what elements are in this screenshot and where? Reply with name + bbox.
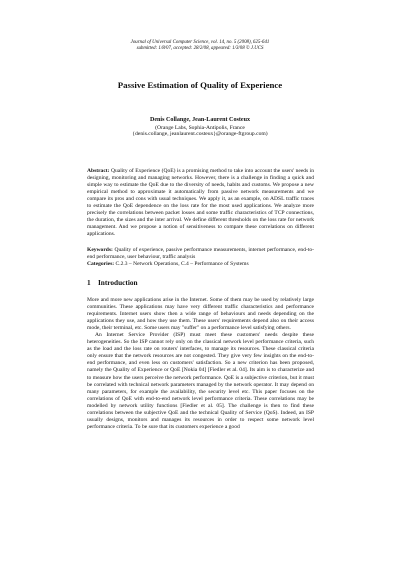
keywords-block — [87, 247, 314, 268]
author-affiliation — [0, 125, 400, 138]
intro-paragraph-2: An Internet Service Provider (ISP) must meet these customers' needs despite these heterogeneities. So the ISP cannot rely only on the classical network level performance criteria, such as the load and the loss rate on routers' interfaces, to manage its resources. These classical criteria only ensure that the network resources are not congested. They give very few insights on the end-to-end performance, and even less on customers' satisfaction. So a new criterion has been proposed, namely the Quality of Experience or QoE [Nokia 04] [Fiedler et al. 04]. Its aim is to characterize and to measure how the users perceive the network performance. QoE is a subjective criterion, but it must be correlated with technical network parameters managed by the network operator. It may depend on many parameters, for example the availability, the security level etc. This paper focuses on the correlations of QoE with end-to-end network level performance criteria. These correlations may be modelled by network utility functions [Fiedler et al. 05]. The challenge is then to find these correlations between the subjective QoE and the technical Quality of Service (QoS). Indeed, an ISP usually designs, monitors and manages its resources in order to respect some network level performance criteria. To be sure that its customers experience a good — [87, 332, 314, 430]
journal-dates: submitted: 1/8/07, accepted: 28/2/08, appeared: 1/3/08 © J.UCS — [136, 46, 264, 52]
categories-text: C.2.3 – Network Operations, C.4 – Performance of Systems — [115, 261, 249, 268]
journal-header — [0, 40, 400, 52]
affiliation-emails: {denis.collange, jeanlaurent.costeux}@orange-ftgroup.com) — [132, 131, 268, 138]
introduction-body — [87, 297, 314, 431]
abstract-block — [87, 168, 314, 238]
categories-line — [87, 261, 314, 268]
keywords-label: Keywords: — [87, 247, 113, 253]
journal-citation: Journal of Universal Computer Science, vol. 14, no. 5 (2008), 625-641 — [130, 40, 270, 45]
section-title: Introduction — [97, 278, 138, 287]
keywords-line — [87, 247, 314, 261]
intro-paragraph-1: More and more new applications arise in the Internet. Some of them may be used by relatively large communities. These applications may have very different traffic characteristics and performance requirements. Internet users show then a wide range of behaviours and needs depending on the applications they use, and how they use them. These users' requirements depend also on their access mode, their terminal, etc. Some users may "suffer" on a performance level satisfying others. — [87, 297, 314, 332]
affiliation-org: (Orange Labs, Sophia-Antipolis, France — [155, 125, 245, 131]
author-names: Denis Collange, Jean-Laurent Costeux — [149, 117, 251, 123]
paper-title: Passive Estimation of Quality of Experience — [117, 80, 283, 90]
abstract-label: Abstract: — [87, 168, 110, 174]
section-number: 1 — [87, 278, 91, 287]
section-heading — [87, 279, 314, 287]
abstract-text: Quality of Experience (QoE) is a promising method to take into account the users' needs in designing, monitoring and managing networks. However, there is a challenge in finding a quick and simple way to estimate the QoE due to the diversity of needs, habits and customs. We propose a new empirical method to approximate it automatically from passive network measurements and we compare its pros and cons with usual techniques. We apply it, as an example, on ADSL traffic traces to estimate the QoE dependence on the loss rate for the most used applications. We analyze more precisely the correlations between packet losses and some traffic characteristics of TCP connections, the duration, the sizes and the inter arrival. We define different thresholds on the loss rate for network management. And we propose a notion of sensitiveness to compare these correlations on different applications. — [87, 168, 314, 238]
categories-label: Categories: — [87, 261, 115, 268]
keywords-text: Quality of experience, passive performance measurements, internet performance, end-to-end performance, user behaviour, traffic analysis — [87, 247, 314, 261]
